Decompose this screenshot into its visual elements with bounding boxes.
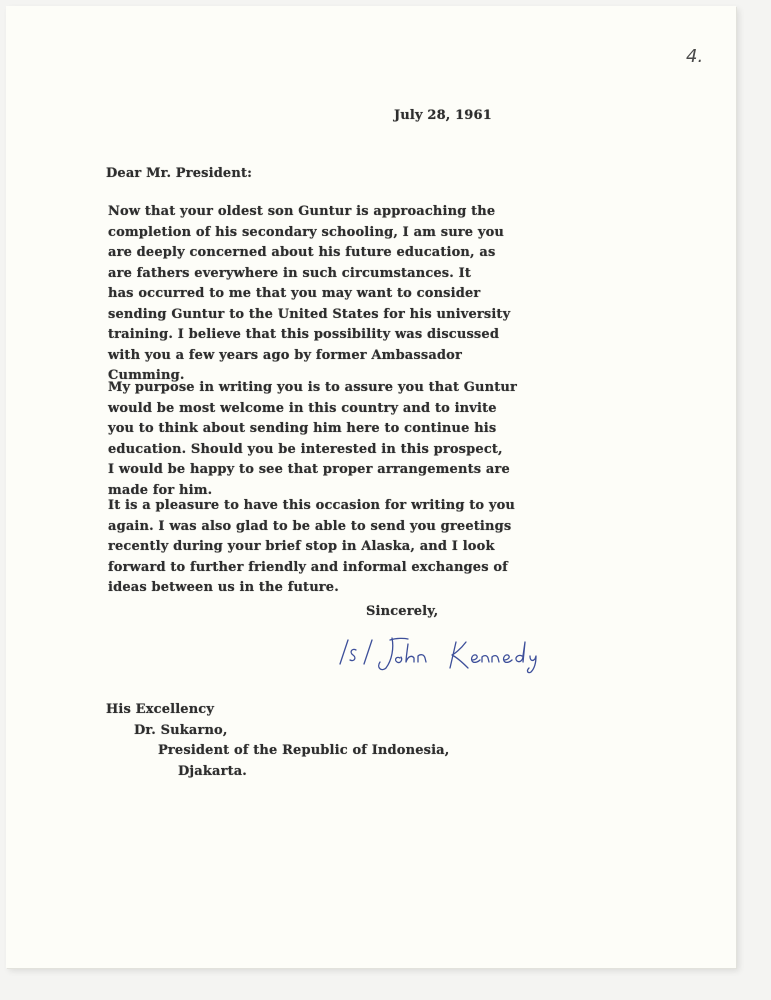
text-line: has occurred to me that you may want to consider — [108, 286, 481, 301]
paragraph-1 — [108, 202, 510, 387]
text-line: recently during your brief stop in Alaska, and I look — [108, 539, 495, 554]
text-line: sending Guntur to the United States for his university — [108, 306, 511, 322]
text-line: I would be happy to see that proper arrangements are — [108, 462, 510, 477]
addressee-block — [106, 700, 449, 782]
salutation: Dear Mr. President: — [106, 166, 253, 181]
text-line: again. I was also glad to be able to send you greetings — [108, 518, 512, 534]
text-line: would be most welcome in this country and to invite — [108, 400, 497, 416]
text-line: It is a pleasure to have this occasion for writing to you — [108, 498, 516, 513]
text-line: with you a few years ago by former Ambassador — [108, 347, 462, 363]
text-line: forward to further friendly and informal exchanges of — [108, 559, 508, 575]
text-line: you to think about sending him here to continue his — [108, 421, 497, 436]
paragraph-3 — [108, 496, 515, 599]
text-line: Cumming. — [108, 368, 185, 383]
addressee-line: Dr. Sukarno, — [134, 722, 228, 738]
letter-date: July 28, 1961 — [394, 108, 492, 123]
text-line: education. Should you be interested in this prospect, — [108, 441, 503, 457]
handwritten-signature — [334, 628, 544, 676]
text-line: are deeply concerned about his future education, as — [108, 245, 496, 260]
addressee-line: President of the Republic of Indonesia, — [158, 743, 450, 758]
text-line: completion of his secondary schooling, I am sure you — [108, 224, 505, 240]
paragraph-2 — [108, 378, 517, 501]
text-line: are fathers everywhere in such circumstances. It — [108, 265, 472, 281]
addressee-line: Djakarta. — [178, 763, 247, 779]
text-line: made for him. — [108, 482, 213, 498]
letter-page — [6, 6, 736, 968]
text-line: ideas between us in the future. — [108, 580, 339, 595]
text-line: training. I believe that this possibility was discussed — [108, 327, 500, 342]
addressee-line: His Excellency — [106, 702, 215, 717]
closing: Sincerely, — [366, 604, 439, 619]
text-line: Now that your oldest son Guntur is approaching the — [108, 204, 496, 219]
text-line: My purpose in writing you is to assure you that Guntur — [108, 380, 518, 395]
page-number: 4. — [686, 46, 704, 67]
